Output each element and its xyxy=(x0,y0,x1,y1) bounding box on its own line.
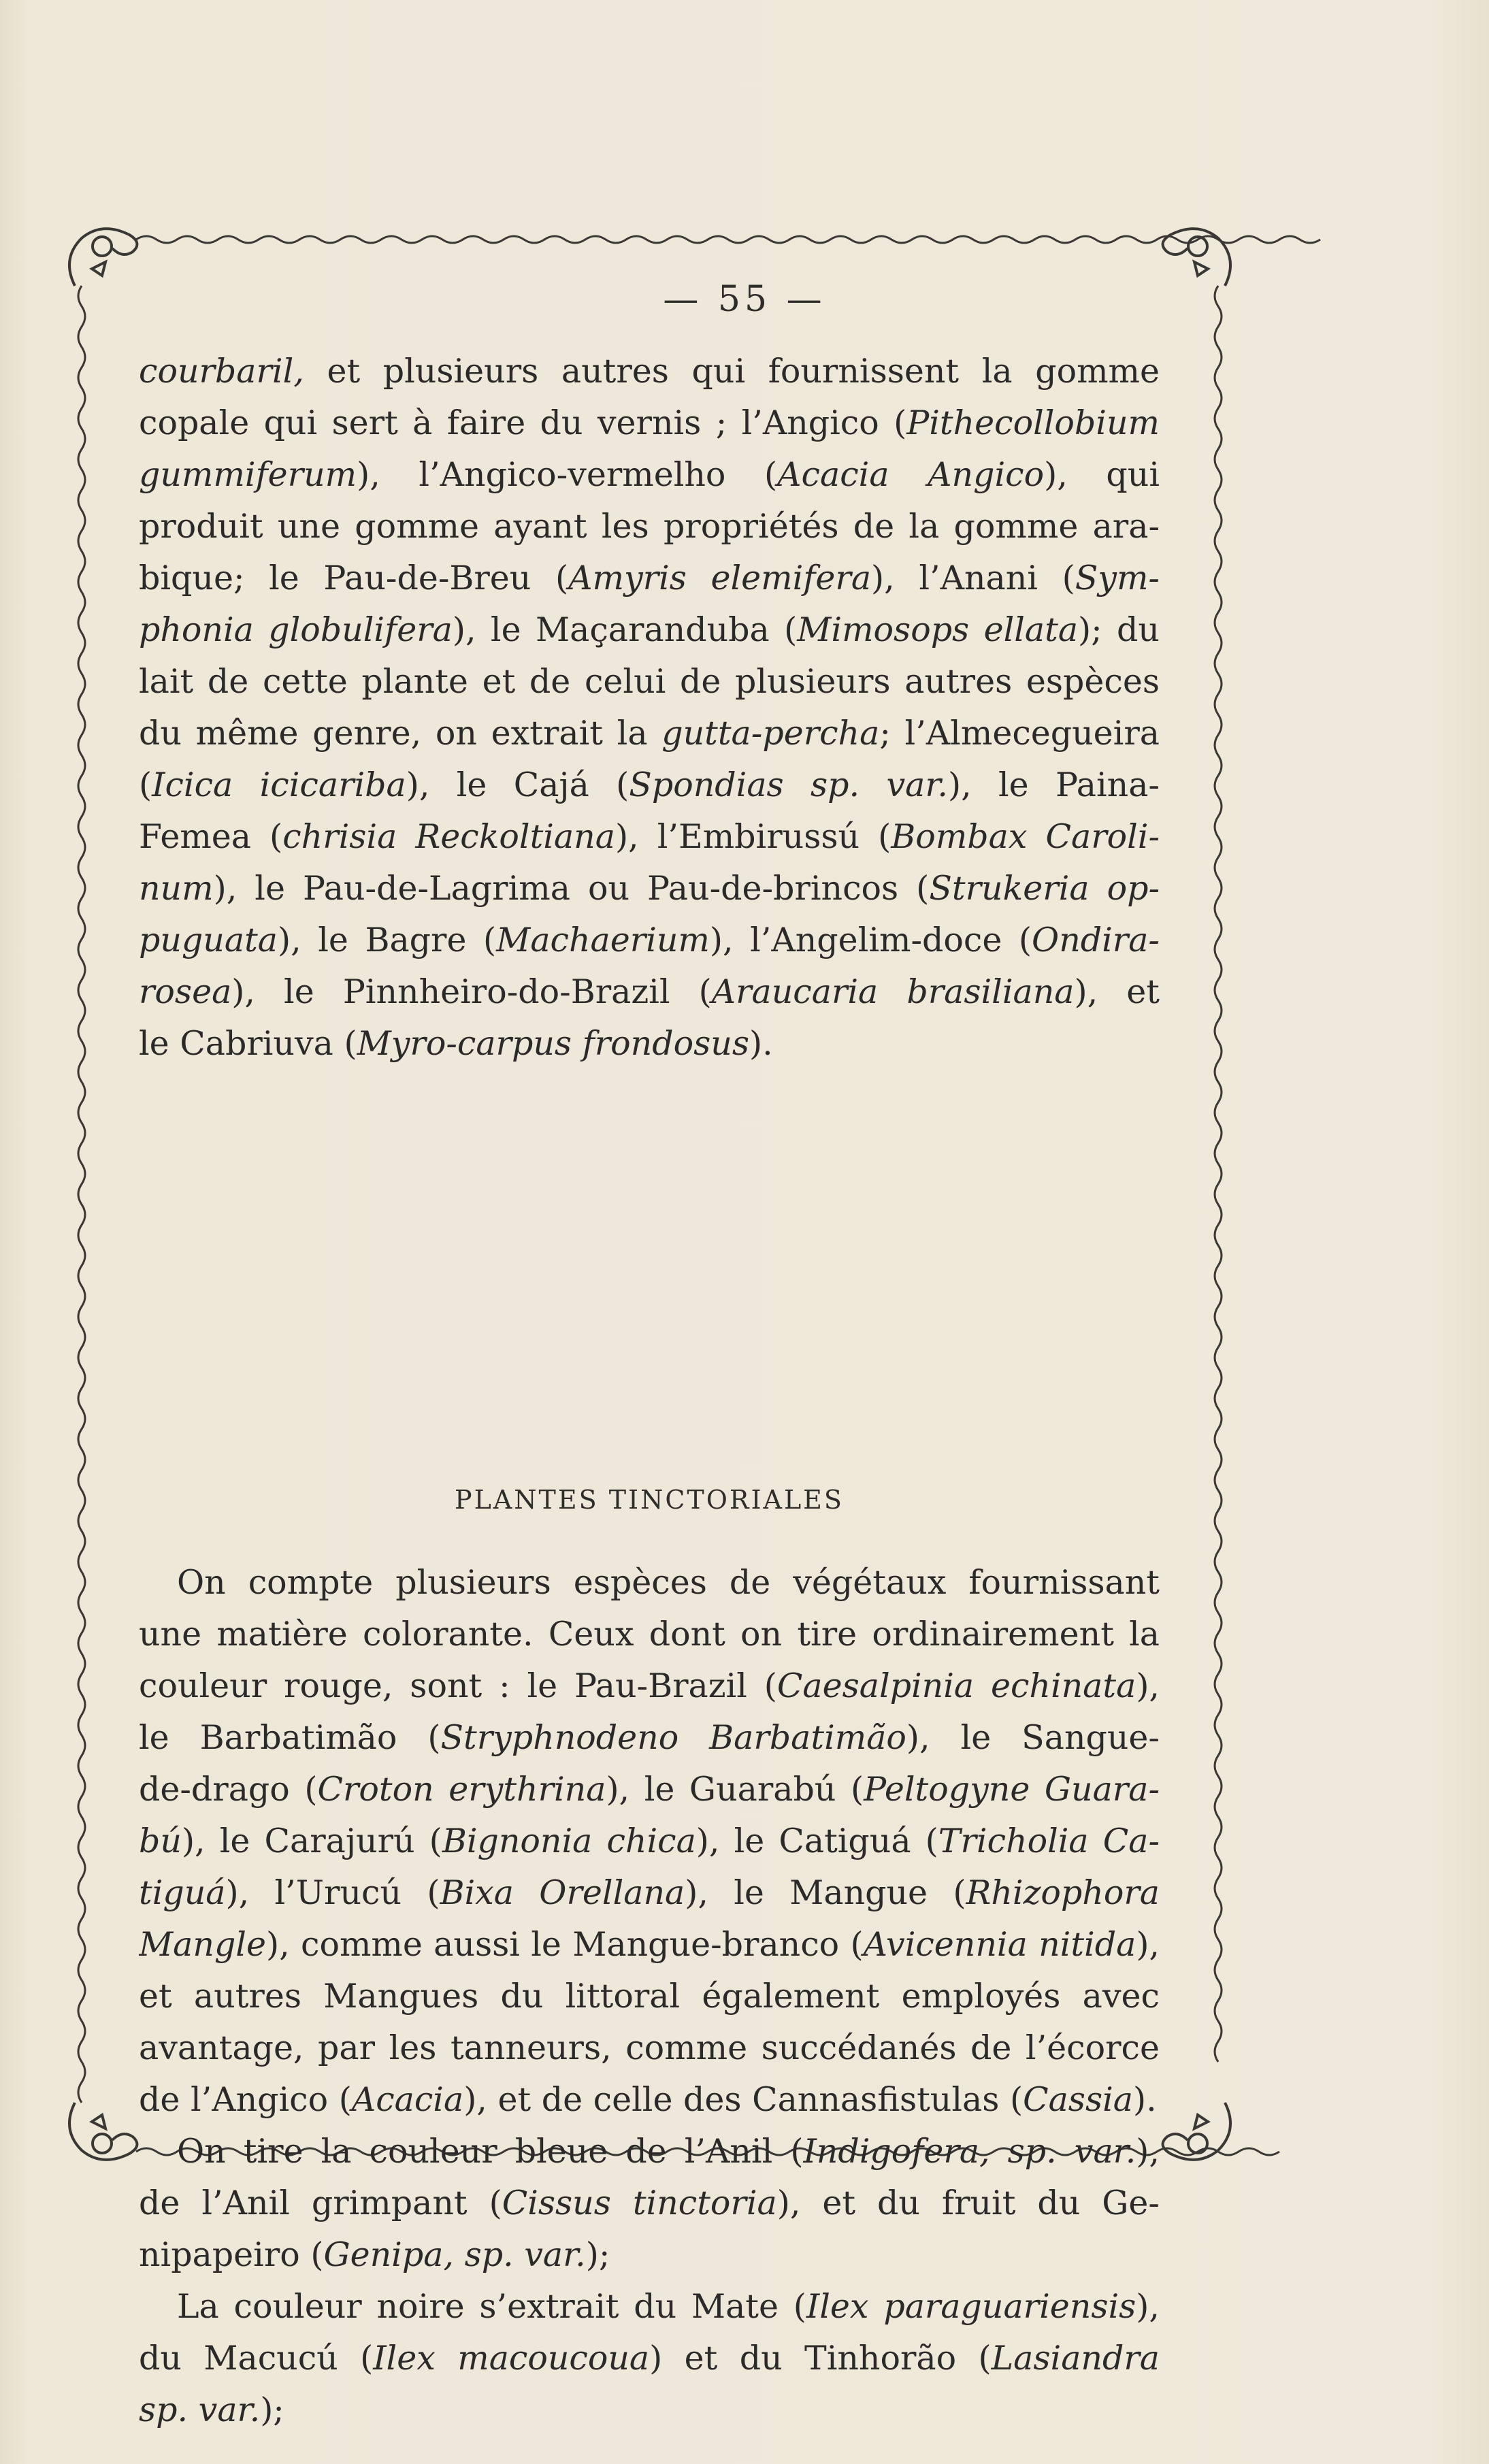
text-line: Femea (chrisia Reckoltiana), l’Embirussú (Bombax Caroli- xyxy=(139,817,1160,856)
text-line: de l’Anil grimpant (Cissus tinctoria), et du fruit du Ge- xyxy=(139,2184,1160,2222)
text-line: gummiferum), l’Angico-vermelho (Acacia Angico), qui xyxy=(139,455,1160,494)
text-line: produit une gomme ayant les propriétés de la gomme ara- xyxy=(139,507,1160,546)
text-line: bú), le Carajurú (Bignonia chica), le Catiguá (Tricholia Ca- xyxy=(139,1822,1160,1860)
top-border-icon xyxy=(136,236,1320,243)
text-line: puguata), le Bagre (Machaerium), l’Angelim-doce (Ondira- xyxy=(139,921,1160,959)
corner-ornament-icon xyxy=(69,2103,137,2160)
text-line: On compte plusieurs espèces de végétaux fournissant xyxy=(177,1563,1160,1602)
text-line: tiguá), l’Urucú (Bixa Orellana), le Mangue (Rhizophora xyxy=(139,1873,1160,1912)
text-line: bique; le Pau-de-Breu (Amyris elemifera), l’Anani (Sym- xyxy=(139,559,1160,597)
section-heading: PLANTES TINCTORIALES xyxy=(455,1485,844,1515)
text-line: (Icica icicariba), le Cajá (Spondias sp. var.), le Paina- xyxy=(139,766,1160,804)
text-line: La couleur noire s’extrait du Mate (Ilex paraguariensis), xyxy=(177,2287,1160,2326)
text-line: du même genre, on extrait la gutta-percha; l’Almecegueira xyxy=(139,714,1160,753)
text-line: le Barbatimão (Stryphnodeno Barbatimão), le Sangue- xyxy=(139,1718,1160,1757)
right-border-icon xyxy=(1215,286,1222,2062)
text-line: une matière colorante. Ceux dont on tire ordinairement la xyxy=(139,1615,1160,1654)
paragraph-dyes xyxy=(139,1557,1160,2436)
text-line: Mangle), comme aussi le Mangue-branco (Avicennia nitida), xyxy=(139,1925,1160,1964)
text-line: couleur rouge, sont : le Pau-Brazil (Caesalpinia echinata), xyxy=(139,1666,1160,1705)
left-border-icon xyxy=(78,286,85,2103)
text-line: rosea), le Pinnheiro-do-Brazil (Araucaria brasiliana), et xyxy=(139,972,1160,1011)
text-line: phonia globulifera), le Maçaranduba (Mimosops ellata); du xyxy=(139,610,1160,649)
text-line: avantage, par les tanneurs, comme succédanés de l’écorce xyxy=(139,2028,1160,2067)
text-line: num), le Pau-de-Lagrima ou Pau-de-brincos (Strukeria op- xyxy=(139,869,1160,908)
text-line: du Macucú (Ilex macoucoua) et du Tinhorão (Lasiandra xyxy=(139,2339,1160,2378)
page-number: — 55 — xyxy=(663,279,826,320)
text-line: sp. var.); xyxy=(139,2391,284,2429)
text-line: copale qui sert à faire du vernis ; l’Angico (Pithecollobium xyxy=(139,404,1160,442)
corner-ornament-icon xyxy=(1163,2103,1230,2160)
text-line: de-drago (Croton erythrina), le Guarabú (Peltogyne Guara- xyxy=(139,1770,1160,1809)
corner-ornament-icon xyxy=(69,229,137,286)
text-line: lait de cette plante et de celui de plusieurs autres espèces xyxy=(139,662,1160,701)
text-line: On tire la couleur bleue de l’Anil (Indigofera, sp. var.), xyxy=(177,2132,1160,2171)
text-line: courbaril, et plusieurs autres qui fournissent la gomme xyxy=(139,352,1160,391)
text-line: nipapeiro (Genipa, sp. var.); xyxy=(139,2235,610,2274)
paragraph-gums xyxy=(139,346,1160,1070)
text-line: de l’Angico (Acacia), et de celle des Cannasfistulas (Cassia). xyxy=(139,2080,1157,2119)
text-line: et autres Mangues du littoral également employés avec xyxy=(139,1977,1160,2016)
text-line: le Cabriuva (Myro-carpus frondosus). xyxy=(139,1024,773,1063)
